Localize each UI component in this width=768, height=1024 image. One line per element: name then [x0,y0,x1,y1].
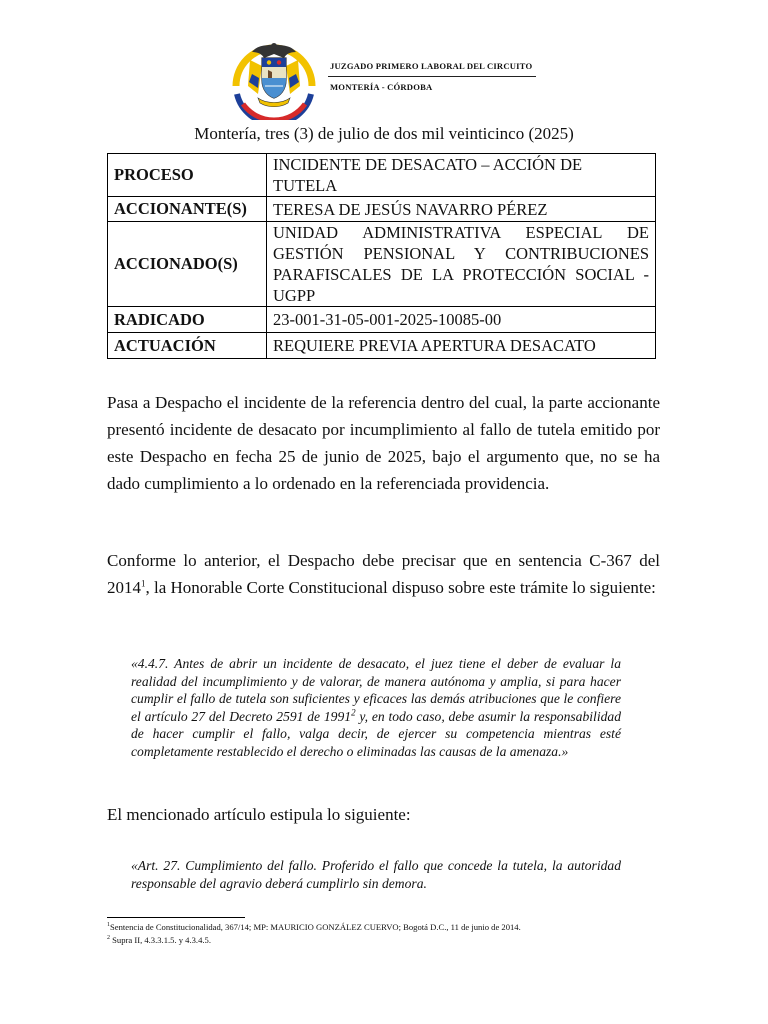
colombia-coat-of-arms-seal [228,34,320,120]
footnote-1 [107,922,521,932]
table-row [108,154,656,197]
block-quote-1 [131,655,621,760]
row-label-radicado: RADICADO [108,307,267,333]
letterhead-divider [328,76,536,77]
case-info-table [107,153,656,359]
row-label-accionado: ACCIONADO(S) [108,222,267,307]
table-row [108,333,656,359]
block-quote-2: «Art. 27. Cumplimiento del fallo. Proferido el fallo que concede la tutela, la autoridad responsable del agravio deberá cumplirlo sin demora. [131,858,621,891]
footnote-text: Supra II, 4.3.3.1.5. y 4.3.4.5. [110,935,211,945]
court-name: JUZGADO PRIMERO LABORAL DEL CIRCUITO [330,61,533,71]
footnote-ref-2: 2 [351,706,356,717]
quote-1-text-b: y, en todo caso, debe asumir la responsabilidad de hacer cumplir el fallo, valga decir, de ejercer su competencia mientras esté completamente restablecido el derecho o eliminadas las causas de la amenaza.» [131,708,622,759]
table-row [108,197,656,222]
footnote-mark: 2 [107,935,110,942]
row-value-radicado: 23-001-31-05-001-2025-10085-00 [267,307,656,333]
quote-1-text-a: «4.4.7. Antes de abrir un incidente de desacato, el juez tiene el deber de evaluar la realidad del incumplimiento y de valorar, de manera autónoma y amplia, si para hacer cumplir el fallo de tutela son suficientes y eficaces las demás atribuciones que le confiere el artículo 27 del Decreto 2591 de 1991 [131,656,621,724]
row-label-accionante: ACCIONANTE(S) [108,197,267,222]
table-row [108,222,656,307]
body-paragraph-3: El mencionado artículo estipula lo siguiente: [107,805,411,824]
body-paragraph-1: Pasa a Despacho el incidente de la referencia dentro del cual, la parte accionante presentó incidente de desacato por incumplimiento al fallo de tutela emitido por este Despacho en fecha 25 de junio de 2025, bajo el argumento que, no se ha dado cumplimiento a lo ordenado en la referenciada providencia. [107,393,660,493]
date-line: Montería, tres (3) de julio de dos mil veinticinco (2025) [194,124,574,143]
footnote-mark: 1 [107,922,110,929]
footnote-2 [107,935,211,945]
court-city: MONTERÍA - CÓRDOBA [330,82,433,92]
paragraph-2-text-a: Conforme lo anterior, el Despacho debe precisar que en sentencia C-367 del 2014 [107,551,660,597]
letterhead [228,34,538,120]
row-label-actuacion: ACTUACIÓN [108,333,267,359]
row-value-accionado: UNIDAD ADMINISTRATIVA ESPECIAL DE GESTIÓN PENSIONAL Y CONTRIBUCIONES PARAFISCALES DE LA PROTECCIÓN SOCIAL - UGPP [267,222,656,307]
footnote-text: Sentencia de Constitucionalidad, 367/14; MP: MAURICIO GONZÁLEZ CUERVO; Bogotá D.C., 11 de junio de 2014. [110,922,521,932]
row-value-proceso: INCIDENTE DE DESACATO – ACCIÓN DE TUTELA [267,154,656,197]
footnote-ref-1: 1 [141,578,146,589]
table-row [108,307,656,333]
row-label-proceso: PROCESO [108,154,267,197]
paragraph-2-text-b: , la Honorable Corte Constitucional dispuso sobre este trámite lo siguiente: [145,578,656,597]
row-value-accionante: TERESA DE JESÚS NAVARRO PÉREZ [267,197,656,222]
row-value-actuacion: REQUIERE PREVIA APERTURA DESACATO [267,333,656,359]
footnote-separator [107,917,245,918]
body-paragraph-2 [107,547,660,601]
